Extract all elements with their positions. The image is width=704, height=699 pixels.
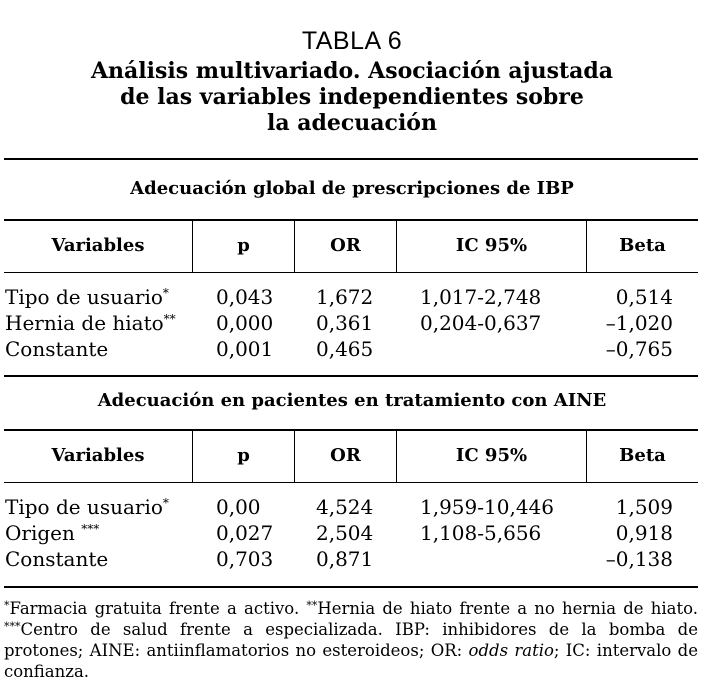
cell-p: 0,000 xyxy=(216,311,274,335)
column-header-variables: Variables xyxy=(51,445,145,466)
cell-ic: 1,959-10,446 xyxy=(420,495,554,519)
footnote-italic: odds ratio xyxy=(468,641,554,660)
footnote-mark: * xyxy=(162,496,169,510)
cell-ic: 1,017-2,748 xyxy=(420,285,542,309)
table-row xyxy=(0,310,704,336)
table-footnote: *Farmacia gratuita frente a activo. **Hernia de hiato frente a no hernia de hiato. ***Centro de salud frente a especializada. IBP: inhibidores de la bomba de protones; AINE: antiinflamatorios no esteroideos; OR: odds ratio; IC: intervalo de confianza. xyxy=(4,599,698,681)
table-title-line: de las variables independientes sobre xyxy=(120,84,584,110)
column-header-variables: Variables xyxy=(51,235,145,256)
table-bottom-rule xyxy=(4,586,698,588)
cell-beta: –0,765 xyxy=(605,337,673,361)
footnote-mark: * xyxy=(4,599,10,612)
cell-ic: 1,108-5,656 xyxy=(420,521,542,545)
cell-beta: 1,509 xyxy=(615,495,673,519)
footnote-mark: *** xyxy=(4,620,21,633)
cell-or: 0,465 xyxy=(316,337,374,361)
column-header-p: p xyxy=(237,445,250,466)
footnote-mark: *** xyxy=(81,522,100,536)
cell-variable: Tipo de usuario* xyxy=(5,495,169,519)
table-title xyxy=(0,58,704,136)
cell-variable: Constante xyxy=(5,337,109,361)
table-row xyxy=(0,494,704,520)
cell-or: 4,524 xyxy=(316,495,374,519)
cell-or: 2,504 xyxy=(316,521,374,545)
cell-ic: 0,204-0,637 xyxy=(420,311,542,335)
column-header-or: OR xyxy=(330,445,361,466)
cell-or: 0,361 xyxy=(316,311,374,335)
cell-variable: Hernia de hiato** xyxy=(5,311,176,335)
section-divider xyxy=(4,158,698,160)
column-header-beta: Beta xyxy=(619,235,666,256)
cell-variable: Origen *** xyxy=(5,521,100,545)
column-header-or: OR xyxy=(330,235,361,256)
cell-or: 0,871 xyxy=(316,547,374,571)
section-title: Adecuación global de prescripciones de IBP xyxy=(130,178,574,199)
cell-variable: Constante xyxy=(5,547,109,571)
cell-p: 0,703 xyxy=(216,547,274,571)
footnote-mark: ** xyxy=(163,312,176,326)
column-header-beta: Beta xyxy=(619,445,666,466)
table-title-block xyxy=(0,26,704,136)
table-row xyxy=(0,336,704,362)
column-header-p: p xyxy=(237,235,250,256)
cell-p: 0,00 xyxy=(216,495,261,519)
cell-or: 1,672 xyxy=(316,285,374,309)
cell-variable: Tipo de usuario* xyxy=(5,285,169,309)
cell-beta: –0,138 xyxy=(605,547,673,571)
footnote-mark: ** xyxy=(306,599,318,612)
footnote-mark: * xyxy=(162,286,169,300)
table-row xyxy=(0,546,704,572)
table-title-line: la adecuación xyxy=(267,110,437,136)
cell-beta: –1,020 xyxy=(605,311,673,335)
table-title-line: Análisis multivariado. Asociación ajustada xyxy=(90,58,614,84)
column-header-ic: IC 95% xyxy=(455,445,528,466)
section-divider xyxy=(4,375,698,377)
cell-beta: 0,918 xyxy=(615,521,673,545)
cell-p: 0,043 xyxy=(216,285,274,309)
table-number: TABLA 6 xyxy=(301,27,403,55)
section-title: Adecuación en pacientes en tratamiento con AINE xyxy=(97,390,607,411)
column-header-row xyxy=(4,430,698,482)
table-row xyxy=(0,284,704,310)
cell-beta: 0,514 xyxy=(615,285,673,309)
column-header-row xyxy=(4,220,698,272)
cell-p: 0,027 xyxy=(216,521,274,545)
cell-p: 0,001 xyxy=(216,337,274,361)
column-header-ic: IC 95% xyxy=(455,235,528,256)
table-row xyxy=(0,520,704,546)
header-bottom-rule xyxy=(4,482,698,483)
header-bottom-rule xyxy=(4,272,698,273)
